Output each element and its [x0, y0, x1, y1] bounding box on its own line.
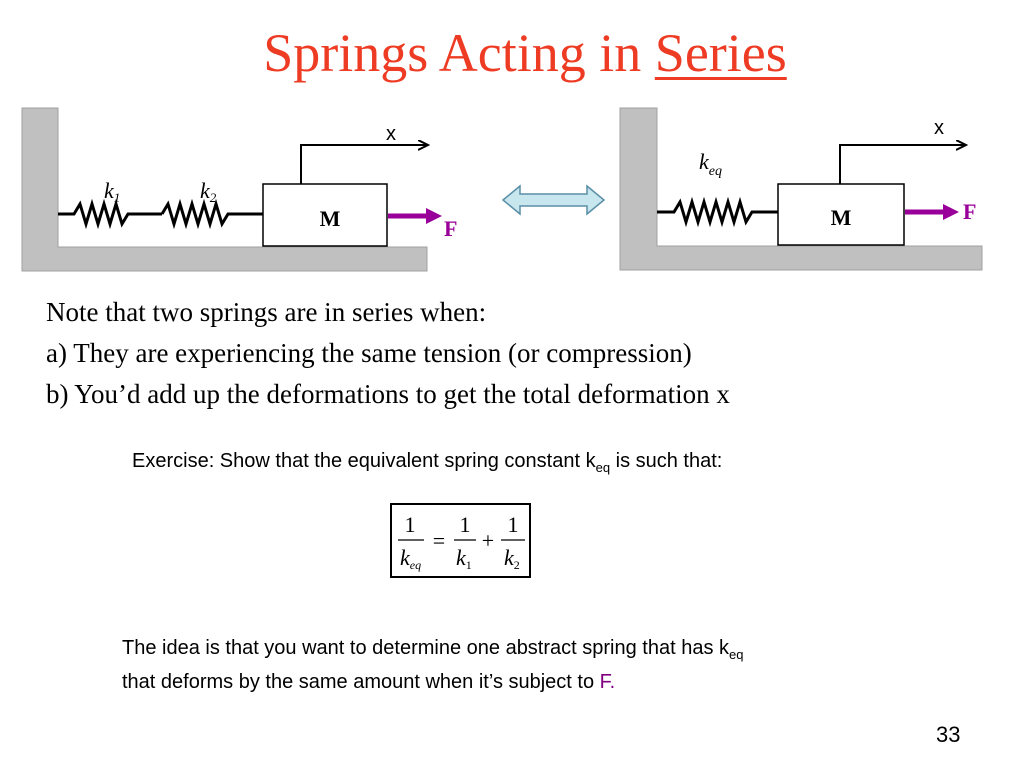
equals-sign: =	[432, 528, 446, 553]
equivalence-double-arrow	[503, 186, 604, 214]
right-x-arrow	[840, 145, 966, 184]
fraction-3-denominator: k2	[504, 545, 520, 572]
left-mass-label: M	[319, 206, 341, 231]
plus-sign: +	[481, 528, 495, 553]
spring-diagram	[0, 0, 1024, 290]
page-number: 33	[936, 722, 961, 747]
k1-label: k1	[104, 178, 121, 205]
fraction-2-numerator: 1	[459, 512, 471, 537]
notes-line-2: a) They are experiencing the same tension (or compression)	[46, 338, 692, 368]
exercise-prefix: Exercise: Show that the equivalent spring constant k	[132, 450, 596, 472]
idea-line-2: that deforms by the same amount when it’s subject to F.	[122, 671, 616, 693]
left-x-arrow	[301, 145, 428, 184]
title-underlined-word: Series	[654, 23, 787, 83]
keq-label: $k_{eq}$	[699, 149, 722, 179]
fraction-3-numerator: 1	[507, 512, 519, 537]
k2-label: k2	[200, 178, 217, 205]
spring-k2	[162, 204, 263, 224]
right-force-label: F	[963, 199, 977, 224]
right-x-label: x	[934, 117, 944, 139]
idea-force-label: F.	[599, 671, 616, 693]
exercise-suffix: is such that:	[610, 450, 723, 472]
formula-box	[390, 503, 531, 578]
idea-text	[122, 632, 743, 698]
spring-keq	[657, 202, 778, 222]
series-notes	[46, 292, 730, 415]
left-force-arrowhead	[426, 208, 442, 224]
exercise-text	[132, 450, 722, 473]
left-x-label: x	[386, 123, 396, 145]
notes-line-1: Note that two springs are in series when:	[46, 297, 487, 327]
formula-svg	[392, 505, 529, 576]
spring-k1	[58, 204, 162, 224]
fraction-1-numerator: 1	[404, 512, 416, 537]
title-prefix: Springs Acting in	[263, 23, 655, 83]
right-mass-label: M	[830, 205, 852, 230]
fraction-2-denominator: k1	[456, 545, 472, 572]
notes-line-3: b) You’d add up the deformations to get the total deformation x	[46, 379, 730, 409]
right-force-arrowhead	[943, 204, 959, 220]
exercise-sub: eq	[595, 460, 611, 475]
idea-line-1: The idea is that you want to determine one abstract spring that has $k_{eq}$	[122, 637, 744, 662]
left-force-label: F	[444, 216, 458, 241]
fraction-1-denominator: keq	[400, 545, 422, 572]
